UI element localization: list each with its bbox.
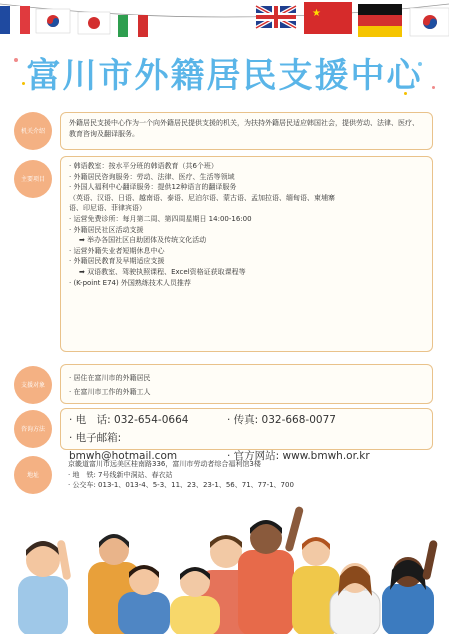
address-tag: 地址 (14, 456, 52, 494)
address-section (14, 456, 433, 498)
program-line: · 外籍居民社区活动支援 (69, 225, 144, 234)
japan-flag-icon (78, 12, 110, 34)
target-tag: 支援对象 (14, 366, 52, 404)
address-line: · 地 铁: 7号线新中洞站、春衣站 (68, 470, 173, 479)
program-line: （英语、汉语、日语、越南语、泰语、尼泊尔语、蒙古语、孟加拉语、缅甸语、柬埔寨 (69, 193, 335, 202)
contact-tag: 咨询方法 (14, 410, 52, 448)
intro-tag: 机关介绍 (14, 112, 52, 150)
program-line: · 韩语教室：按水平分班的韩语教育（共6个班） (69, 162, 218, 170)
target-box (60, 364, 433, 404)
address-box (60, 456, 433, 496)
program-line: · 运营外籍失业者短期休息中心 (69, 246, 165, 255)
fax-number: · 传真: 032-668-0077 (227, 414, 336, 426)
france-flag-icon (0, 6, 30, 34)
program-line: · 外籍居民教育及早期适应支援 (69, 257, 165, 266)
program-subline: ➡ 举办各国社区自助团体及传统文化活动 (79, 236, 207, 245)
target-line: · 居住在富川市的外籍居民 (69, 374, 151, 382)
italy-flag-icon (118, 15, 148, 37)
people-illustration (0, 500, 449, 634)
main-programs-tag: 主要项目 (14, 160, 52, 198)
person-figure (382, 540, 438, 634)
address-line: · 公交车: 013-1、013-4、5-3、11、23、23-1、56、71、77-1、700 (68, 481, 294, 490)
program-subline: ➡ 双语教室、驾驶执照课程、Excel资格证获取课程等 (79, 267, 246, 276)
person-figure (18, 540, 71, 634)
korea-flag-icon (36, 9, 70, 33)
main-programs-section (14, 156, 433, 354)
intro-section (14, 112, 433, 152)
main-programs-box (60, 156, 433, 352)
china-flag-icon (304, 2, 352, 34)
intro-box (60, 112, 433, 150)
contact-section (14, 408, 433, 462)
email-link[interactable]: · 电子邮箱: bmwh@hotmail.com (69, 432, 178, 462)
program-line: · 外籍居民咨询服务：劳动、法律、医疗、生活等领域 (69, 172, 235, 181)
korea-flag-icon (410, 8, 449, 36)
germany-flag-icon (358, 4, 402, 37)
program-line: · 外国人福利中心翻译服务：提供12种语言的翻译服务 (69, 183, 237, 192)
address-line: 京畿道富川市远美区桂南路336，富川市劳动者综合福利馆3楼 (68, 460, 261, 468)
uk-flag-icon (256, 6, 296, 28)
contact-box (60, 408, 433, 462)
program-line: 语、印尼语、菲律宾语） (69, 204, 146, 213)
target-section (14, 364, 433, 404)
website-link[interactable]: · 官方网站: www.bmwh.or.kr (227, 450, 370, 462)
flag-banner (0, 0, 449, 42)
program-line: · (K-point E74) 外国熟练技术人员推荐 (69, 278, 191, 287)
target-line: · 在富川市工作的外籍工人 (69, 388, 151, 396)
intro-text: 外籍居民支援中心作为一个向外籍居民提供支援的机关，为扶持外籍居民适应韩国社会，提供劳动、法律、医疗、教育咨询及翻译服务。 (69, 119, 419, 138)
program-line: · 运营免费诊所：每月第二周、第四周星期日 14:00-16:00 (69, 214, 252, 223)
phone-number[interactable]: · 电 话: 032-654-0664 (69, 414, 189, 426)
svg-text:★: ★ (312, 8, 321, 19)
page-title: 富川市外籍居民支援中心 (26, 56, 423, 96)
